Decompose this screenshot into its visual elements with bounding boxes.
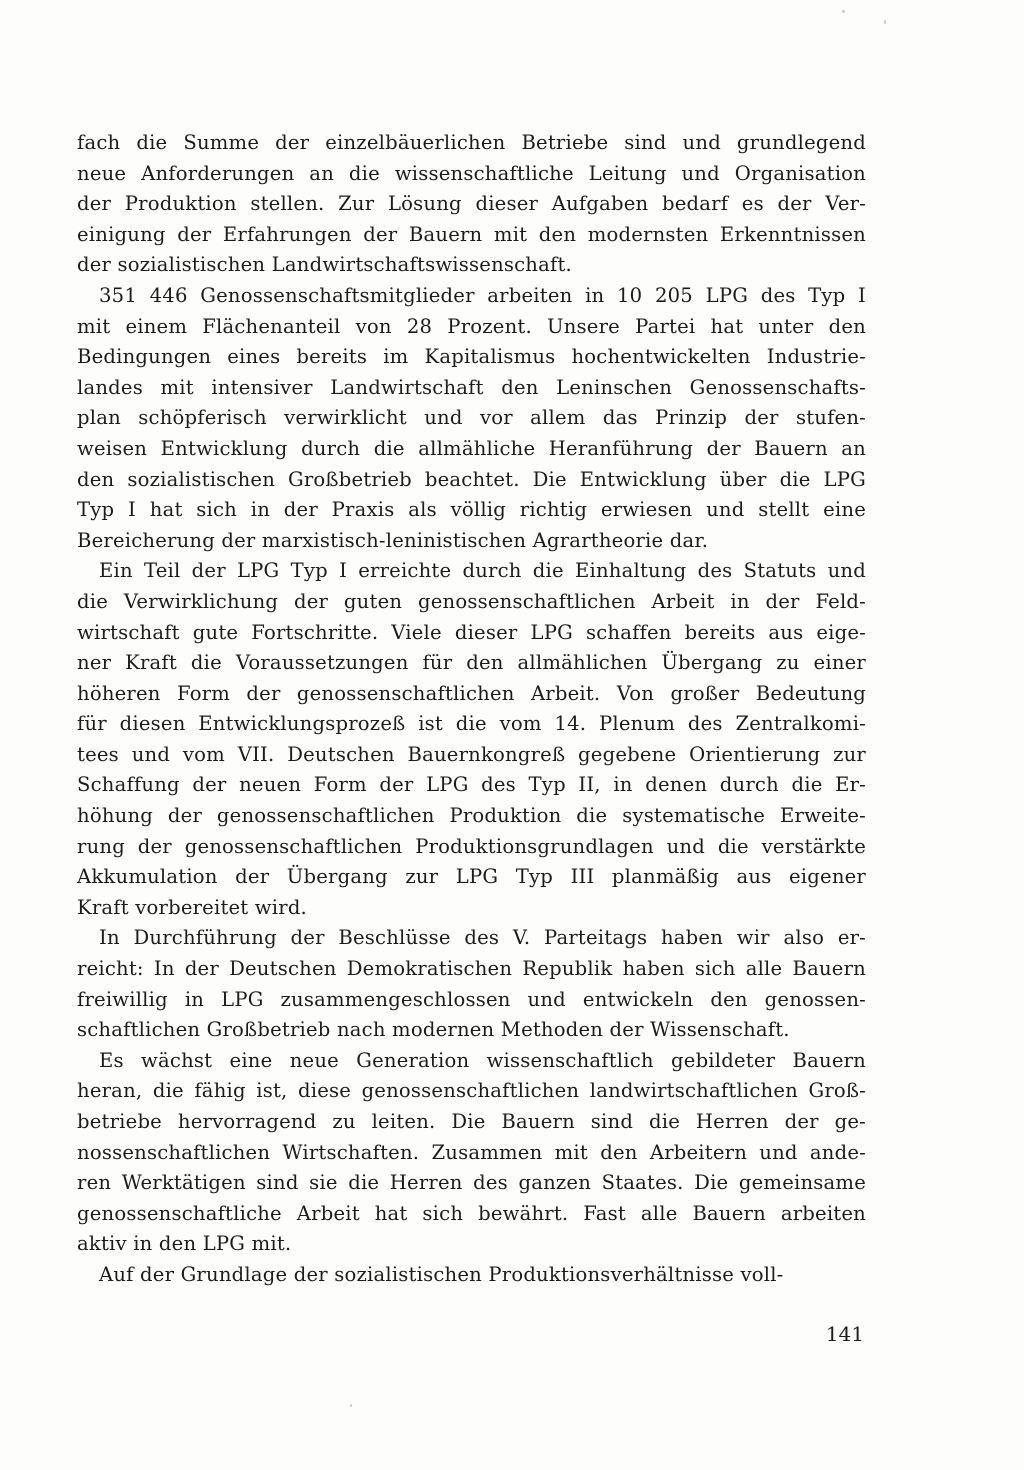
text-line: rung der genossenschaftlichen Produktionsgrundlagen und die verstärkte <box>77 834 866 858</box>
text-line: Schaffung der neuen Form der LPG des Typ II, in denen durch die Er- <box>77 773 866 797</box>
text-line: Es wächst eine neue Generation wissenschaftlich gebildeter Bauern <box>99 1048 866 1072</box>
text-line: nossenschaftlichen Wirtschaften. Zusammen mit den Arbeitern und ande- <box>77 1140 866 1164</box>
text-line: neue Anforderungen an die wissenschaftliche Leitung und Organisation <box>77 161 866 185</box>
text-line: mit einem Flächenanteil von 28 Prozent. Unsere Partei hat unter den <box>77 314 866 338</box>
paragraph <box>77 556 866 923</box>
text-line: der Produktion stellen. Zur Lösung dieser Aufgaben bedarf es der Ver- <box>77 192 866 216</box>
text-line: Kraft vorbereitet wird. <box>77 895 307 919</box>
text-line: betriebe hervorragend zu leiten. Die Bauern sind die Herren der ge- <box>77 1110 866 1133</box>
text-line: genossenschaftliche Arbeit hat sich bewährt. Fast alle Bauern arbeiten <box>77 1201 866 1225</box>
text-line: den sozialistischen Großbetrieb beachtet. Die Entwicklung über die LPG <box>77 467 866 491</box>
text-line: weisen Entwicklung durch die allmähliche Heranführung der Bauern an <box>77 436 866 460</box>
text-line: heran, die fähig ist, diese genossenschaftlichen landwirtschaftlichen Groß- <box>77 1079 866 1103</box>
paragraph <box>77 1046 866 1260</box>
text-line: Auf der Grundlage der sozialistischen Produktionsverhältnisse voll- <box>99 1262 784 1286</box>
text-line: fach die Summe der einzelbäuerlichen Betriebe sind und grundlegend <box>77 131 866 154</box>
paragraph <box>77 923 866 1045</box>
page-number: 141 <box>825 1322 864 1346</box>
paragraph <box>77 281 866 556</box>
text-line: für diesen Entwicklungsprozeß ist die vom 14. Plenum des Zentralkomi- <box>77 712 866 736</box>
text-line: reicht: In der Deutschen Demokratischen Republik haben sich alle Bauern <box>77 957 866 981</box>
text-line: Typ I hat sich in der Praxis als völlig richtig erwiesen und stellt eine <box>77 498 866 522</box>
text-line: Bedingungen eines bereits im Kapitalismus hochentwickelten Industrie- <box>77 345 866 369</box>
text-line: 351 446 Genossenschaftsmitglieder arbeiten in 10 205 LPG des Typ I <box>99 283 866 307</box>
scan-speck <box>842 10 845 13</box>
text-line: ren Werktätigen sind sie die Herren des ganzen Staates. Die gemeinsame <box>77 1171 866 1195</box>
scan-speck <box>884 20 886 24</box>
text-line: landes mit intensiver Landwirtschaft den Leninschen Genossenschafts- <box>77 375 866 399</box>
text-line: Bereicherung der marxistisch-leninistischen Agrartheorie dar. <box>77 528 709 552</box>
body-text <box>77 128 866 1291</box>
scan-speck <box>350 1404 352 1407</box>
text-line: höheren Form der genossenschaftlichen Arbeit. Von großer Bedeutung <box>77 681 866 705</box>
text-line: In Durchführung der Beschlüsse des V. Parteitags haben wir also er- <box>99 926 866 950</box>
text-line: die Verwirklichung der guten genossenschaftlichen Arbeit in der Feld- <box>77 589 866 613</box>
text-line: einigung der Erfahrungen der Bauern mit den modernsten Erkenntnissen <box>77 222 866 246</box>
text-line: höhung der genossenschaftlichen Produktion die systematische Erweite- <box>77 804 866 828</box>
paragraph <box>77 1260 866 1291</box>
text-line: Akkumulation der Übergang zur LPG Typ III planmäßig aus eigener <box>77 865 866 889</box>
text-line: wirtschaft gute Fortschritte. Viele dieser LPG schaffen bereits aus eige- <box>77 620 866 644</box>
text-line: schaftlichen Großbetrieb nach modernen Methoden der Wissenschaft. <box>77 1018 790 1042</box>
text-line: tees und vom VII. Deutschen Bauernkongreß gegebene Orientierung zur <box>77 742 866 766</box>
text-line: der sozialistischen Landwirtschaftswissenschaft. <box>77 253 572 277</box>
paragraph <box>77 128 866 281</box>
text-line: aktiv in den LPG mit. <box>77 1232 292 1256</box>
text-line: Ein Teil der LPG Typ I erreichte durch die Einhaltung des Statuts und <box>99 559 866 583</box>
text-line: plan schöpferisch verwirklicht und vor allem das Prinzip der stufen- <box>77 406 866 430</box>
text-line: ner Kraft die Voraussetzungen für den allmählichen Übergang zu einer <box>77 651 866 675</box>
text-line: freiwillig in LPG zusammengeschlossen und entwickeln den genossen- <box>77 987 866 1011</box>
